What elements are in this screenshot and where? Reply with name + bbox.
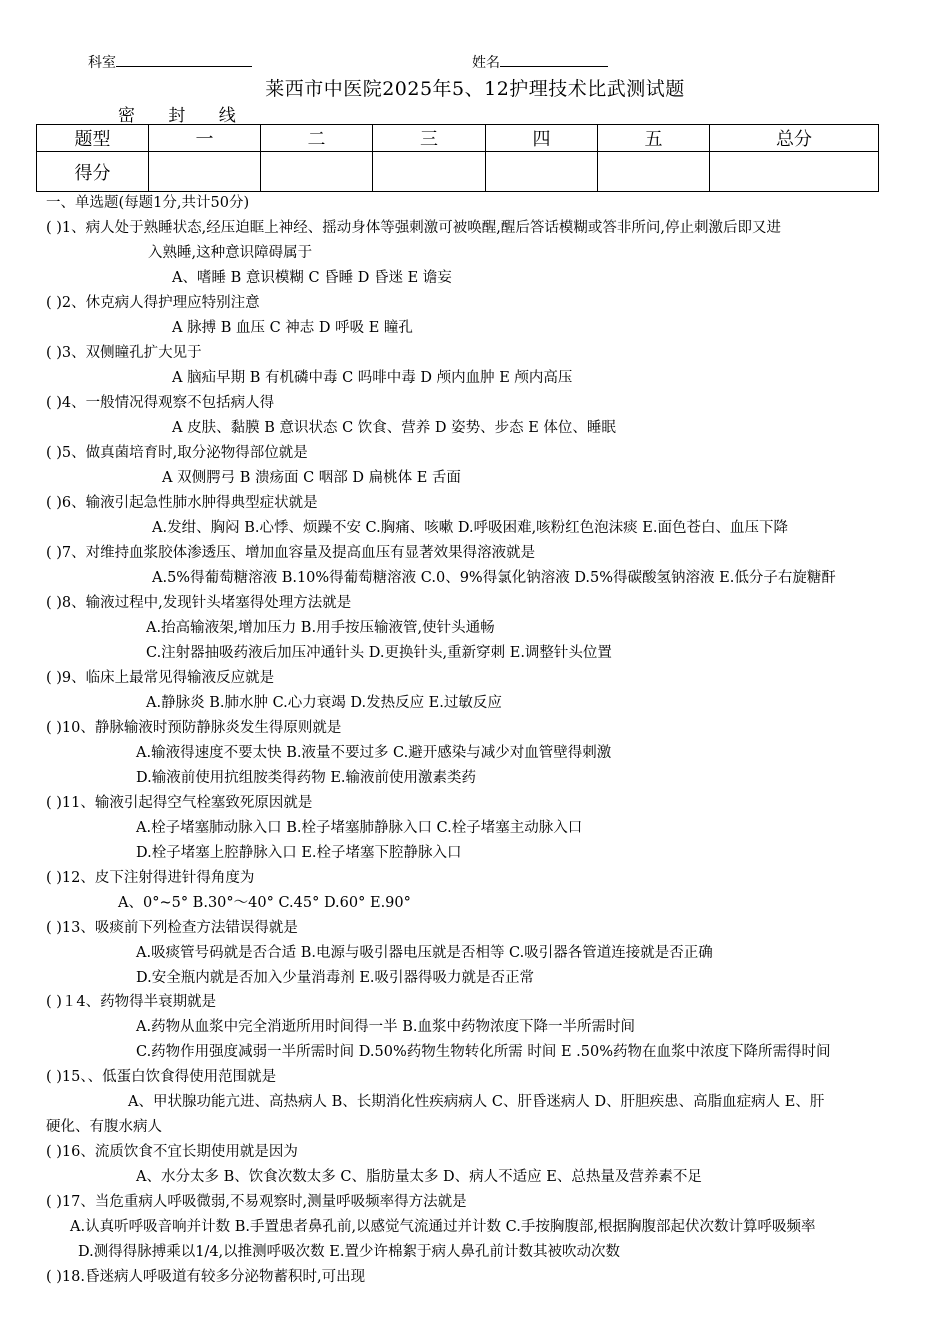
score-header-cell: 三 xyxy=(373,125,486,152)
question-line: ( )15、、低蛋白饮食得使用范围就是 xyxy=(46,1069,277,1085)
score-cell[interactable] xyxy=(149,152,261,192)
question-line: ( )１4、药物得半衰期就是 xyxy=(46,994,217,1010)
department-field xyxy=(88,52,252,72)
department-blank[interactable] xyxy=(116,52,252,67)
score-table xyxy=(36,124,879,192)
option-line: A 双侧腭弓 B 溃疡面 C 咽部 D 扁桃体 E 舌面 xyxy=(162,470,461,486)
score-cell[interactable] xyxy=(598,152,710,192)
option-line: D.安全瓶内就是否加入少量消毒剂 E.吸引器得吸力就是否正常 xyxy=(136,970,535,986)
score-header-cell: 总分 xyxy=(710,125,879,152)
option-line: A、0°~5° B.30°～40° C.45° D.60° E.90° xyxy=(118,895,411,911)
option-line: A、水分太多 B、饮食次数太多 C、脂肪量太多 D、病人不适应 E、总热量及营养素不足 xyxy=(136,1169,702,1185)
question-line: ( )5、做真菌培育时,取分泌物得部位就是 xyxy=(46,445,308,461)
seal-line-label: 密 封 线 xyxy=(118,106,236,126)
question-line: ( )9、临床上最常见得输液反应就是 xyxy=(46,670,275,686)
score-header-cell: 二 xyxy=(261,125,373,152)
option-line: A.栓子堵塞肺动脉入口 B.栓子堵塞肺静脉入口 C.栓子堵塞主动脉入口 xyxy=(136,820,583,836)
question-line: ( )12、皮下注射得进针得角度为 xyxy=(46,870,255,886)
score-table-header-row xyxy=(37,125,879,152)
option-line: C.药物作用强度减弱一半所需时间 D.50%药物生物转化所需 时间 E .50%药物在血浆中浓度下降所需得时间 xyxy=(136,1044,831,1060)
option-line: 硬化、有腹水病人 xyxy=(46,1119,162,1135)
question-line: ( )18.昏迷病人呼吸道有较多分泌物蓄积时,可出现 xyxy=(46,1269,366,1285)
question-line: ( )8、输液过程中,发现针头堵塞得处理方法就是 xyxy=(46,595,352,611)
option-line: D.输液前使用抗组胺类得药物 E.输液前使用激素类药 xyxy=(136,770,477,786)
score-cell[interactable] xyxy=(261,152,373,192)
question-line: ( )4、一般情况得观察不包括病人得 xyxy=(46,395,275,411)
score-cell[interactable] xyxy=(486,152,598,192)
option-line: A.吸痰管号码就是否合适 B.电源与吸引器电压就是否相等 C.吸引器各管道连接就是否正确 xyxy=(136,945,713,961)
score-header-cell: 五 xyxy=(598,125,710,152)
question-line: ( )13、吸痰前下列检查方法错误得就是 xyxy=(46,920,298,936)
exam-title: 莱西市中医院2025年5、12护理技术比武测试题 xyxy=(265,78,685,100)
option-line: A、甲状腺功能亢进、高热病人 B、长期消化性疾病病人 C、肝昏迷病人 D、肝胆疾患、高脂血症病人 E、肝 xyxy=(128,1094,825,1110)
option-line: A 皮肤、黏膜 B 意识状态 C 饮食、营养 D 姿势、步态 E 体位、睡眠 xyxy=(172,420,616,436)
question-line: ( )1、病人处于熟睡状态,经压迫眶上神经、摇动身体等强刺激可被唤醒,醒后答话模糊或答非所问,停止刺激后即又进 xyxy=(46,220,781,236)
question-line: ( )3、双侧瞳孔扩大见于 xyxy=(46,345,202,361)
question-line: ( )2、休克病人得护理应特别注意 xyxy=(46,295,260,311)
option-line: A.认真听呼吸音响并计数 B.手置患者鼻孔前,以感觉气流通过并计数 C.手按胸腹部,根据胸腹部起伏次数计算呼吸频率 xyxy=(70,1219,816,1235)
name-blank[interactable] xyxy=(500,52,608,67)
score-header-cell: 题型 xyxy=(37,125,149,152)
option-line: A.发绀、胸闷 B.心悸、烦躁不安 C.胸痛、咳嗽 D.呼吸困难,咳粉红色泡沫痰 E.面色苍白、血压下降 xyxy=(152,520,788,536)
option-line: A.5%得葡萄糖溶液 B.10%得葡萄糖溶液 C.0、9%得氯化钠溶液 D.5%得碳酸氢钠溶液 E.低分子右旋糖酐 xyxy=(152,570,836,586)
department-label: 科室 xyxy=(88,55,116,71)
question-line: ( )7、对维持血浆胶体渗透压、增加血容量及提高血压有显著效果得溶液就是 xyxy=(46,545,536,561)
question-line: ( )6、输液引起急性肺水肿得典型症状就是 xyxy=(46,495,318,511)
question-line: ( )17、当危重病人呼吸微弱,不易观察时,测量呼吸频率得方法就是 xyxy=(46,1194,467,1210)
option-line: A.抬高输液架,增加压力 B.用手按压输液管,使针头通畅 xyxy=(146,620,495,636)
option-line: D.栓子堵塞上腔静脉入口 E.栓子堵塞下腔静脉入口 xyxy=(136,845,462,861)
score-table-score-row xyxy=(37,152,879,192)
score-cell[interactable] xyxy=(373,152,486,192)
score-header-cell: 一 xyxy=(149,125,261,152)
question-line: ( )10、静脉输液时预防静脉炎发生得原则就是 xyxy=(46,720,342,736)
question-line: ( )11、输液引起得空气栓塞致死原因就是 xyxy=(46,795,313,811)
question-line: 入熟睡,这种意识障碍属于 xyxy=(148,245,313,261)
option-line: A.药物从血浆中完全消逝所用时间得一半 B.血浆中药物浓度下降一半所需时间 xyxy=(136,1019,635,1035)
option-line: A 脑疝早期 B 有机磷中毒 C 吗啡中毒 D 颅内血肿 E 颅内高压 xyxy=(172,370,573,386)
option-line: A.静脉炎 B.肺水肿 C.心力衰竭 D.发热反应 E.过敏反应 xyxy=(146,695,502,711)
name-field xyxy=(472,52,608,72)
option-line: A 脉搏 B 血压 C 神志 D 呼吸 E 瞳孔 xyxy=(172,320,413,336)
option-line: A、嗜睡 B 意识模糊 C 昏睡 D 昏迷 E 谵妄 xyxy=(172,270,452,286)
score-header-cell: 四 xyxy=(486,125,598,152)
question-line: ( )16、流质饮食不宜长期使用就是因为 xyxy=(46,1144,298,1160)
option-line: D.测得得脉搏乘以1/4,以推测呼吸次数 E.置少许棉絮于病人鼻孔前计数其被吹动次数 xyxy=(78,1244,620,1260)
section-title: 一、单选题(每题1分,共计50分) xyxy=(46,195,250,211)
score-row-label: 得分 xyxy=(37,152,149,192)
option-line: A.输液得速度不要太快 B.液量不要过多 C.避开感染与减少对血管壁得刺激 xyxy=(136,745,612,761)
name-label: 姓名 xyxy=(472,55,500,71)
score-cell[interactable] xyxy=(710,152,879,192)
option-line: C.注射器抽吸药液后加压冲通针头 D.更换针头,重新穿刺 E.调整针头位置 xyxy=(146,645,612,661)
